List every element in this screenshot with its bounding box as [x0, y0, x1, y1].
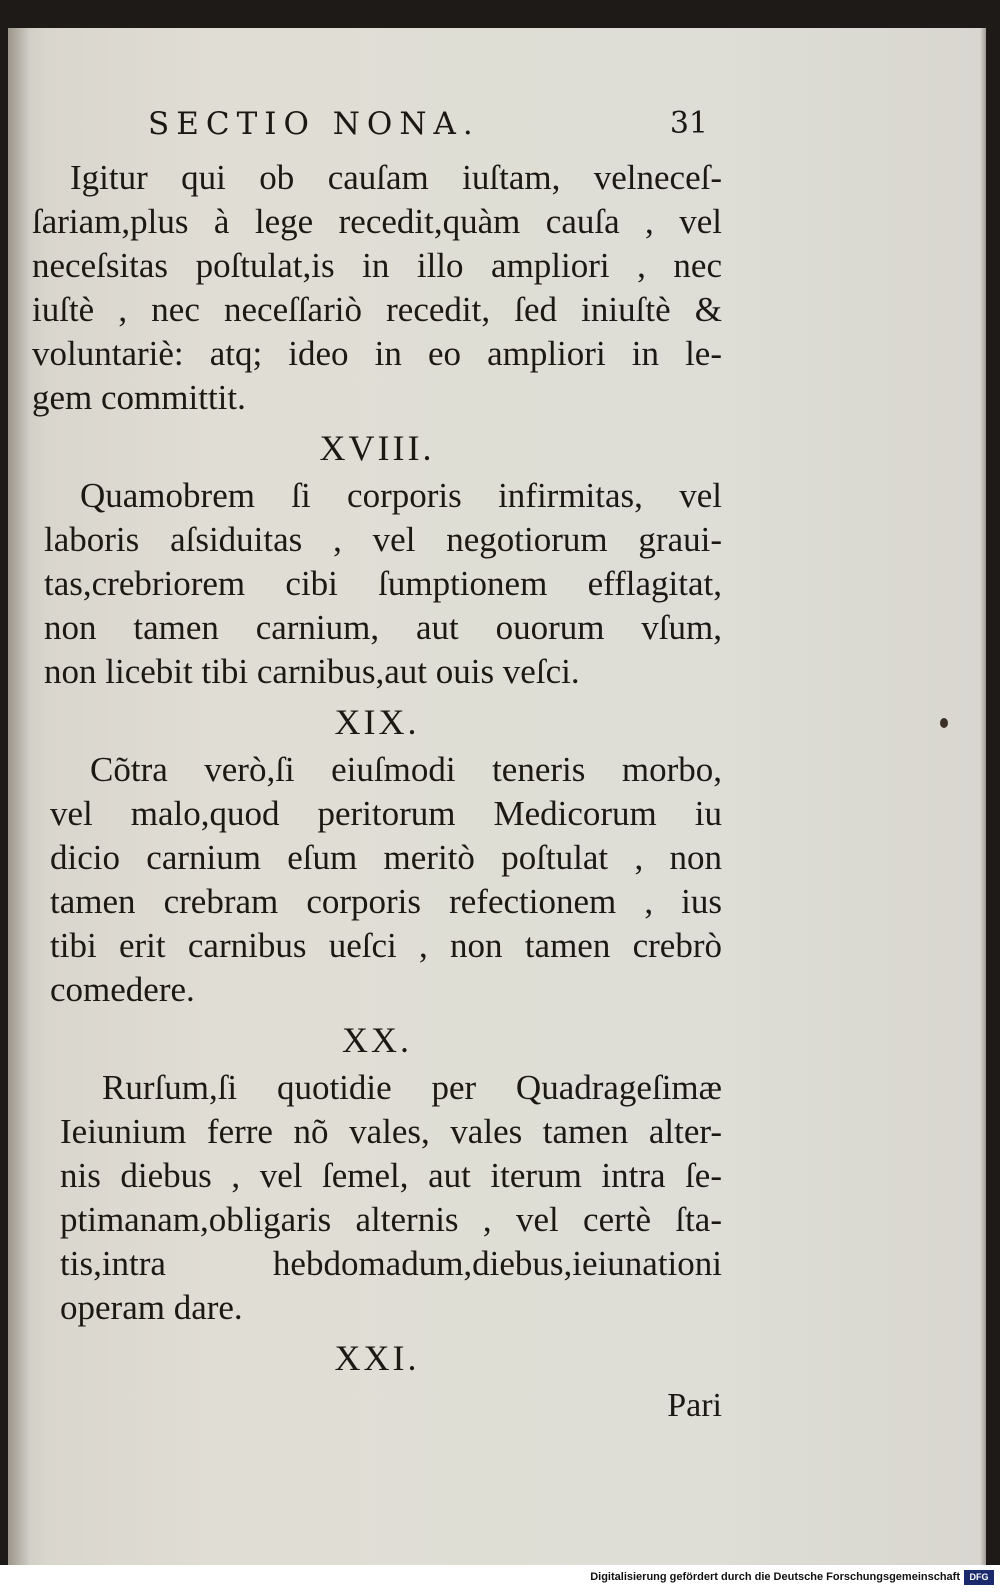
paragraph-1	[32, 156, 722, 420]
text-line: Igitur qui ob cauſam iuſtam, velneceſ-	[70, 158, 722, 197]
section-numeral: XIX.	[334, 702, 420, 742]
digitization-footer	[0, 1565, 1000, 1593]
text-line: Rurſum,ſi quotidie per Quadrageſimæ	[102, 1068, 722, 1107]
text-line: comedere.	[50, 970, 195, 1009]
text-line: ſariam,plus à lege recedit,quàm cauſa , vel	[32, 202, 722, 241]
text-line: operam dare.	[60, 1288, 243, 1327]
page-header	[148, 106, 708, 146]
text-line: vel malo,quod peritorum Medicorum iu	[50, 794, 722, 833]
text-line: nis diebus , vel ſemel, aut iterum intra ſe-	[60, 1156, 722, 1195]
ink-speck	[940, 718, 948, 728]
text-line: voluntariè: atq; ideo in eo ampliori in le-	[32, 334, 722, 373]
running-title: SECTIO NONA.	[148, 106, 480, 142]
section-numeral: XX.	[342, 1020, 412, 1060]
catchword-row	[32, 1384, 722, 1434]
paragraph-4	[32, 1066, 722, 1330]
text-line: tibi erit carnibus ueſci , non tamen crebrò	[50, 926, 722, 965]
dfg-logo: DFG	[964, 1570, 994, 1585]
catchword: Pari	[667, 1387, 722, 1424]
gutter-shadow	[8, 28, 30, 1565]
text-line: ptimanam,obligaris alternis , vel certè ſta-	[60, 1200, 722, 1239]
text-line: iuſtè , nec neceſſariò recedit, ſed iniuſtè &	[32, 290, 722, 329]
funding-credit: Digitalisierung gefördert durch die Deutsche Forschungsgemeinschaft	[590, 1571, 960, 1583]
text-line: neceſsitas poſtulat,is in illo ampliori , nec	[32, 246, 722, 285]
text-line: tamen crebram corporis refectionem , ius	[50, 882, 722, 921]
text-line: non tamen carnium, aut ouorum vſum,	[44, 608, 722, 647]
text-line: dicio carnium eſum meritò poſtulat , non	[50, 838, 722, 877]
text-line: non licebit tibi carnibus,aut ouis veſci.	[44, 652, 580, 691]
text-line: laboris aſsiduitas , vel negotiorum graui-	[44, 520, 722, 559]
page-edge	[980, 28, 986, 1565]
text-line: Ieiunium ferre nõ vales, vales tamen alter-	[60, 1112, 722, 1151]
page-number: 31	[669, 106, 708, 141]
text-line: gem committit.	[32, 378, 246, 417]
text-line: tas,crebriorem cibi ſumptionem efflagitat,	[44, 564, 722, 603]
book-page	[8, 28, 986, 1565]
paragraph-2	[32, 474, 722, 694]
text-line: tis,intra hebdomadum,diebus,ieiunationi	[60, 1244, 722, 1283]
section-numeral: XVIII.	[319, 428, 435, 468]
main-text	[32, 156, 722, 1434]
paragraph-3	[32, 748, 722, 1012]
text-line: Quamobrem ſi corporis infirmitas, vel	[80, 476, 722, 515]
text-line: Cõtra verò,ſi eiuſmodi teneris morbo,	[90, 750, 722, 789]
section-numeral: XXI.	[334, 1338, 420, 1378]
